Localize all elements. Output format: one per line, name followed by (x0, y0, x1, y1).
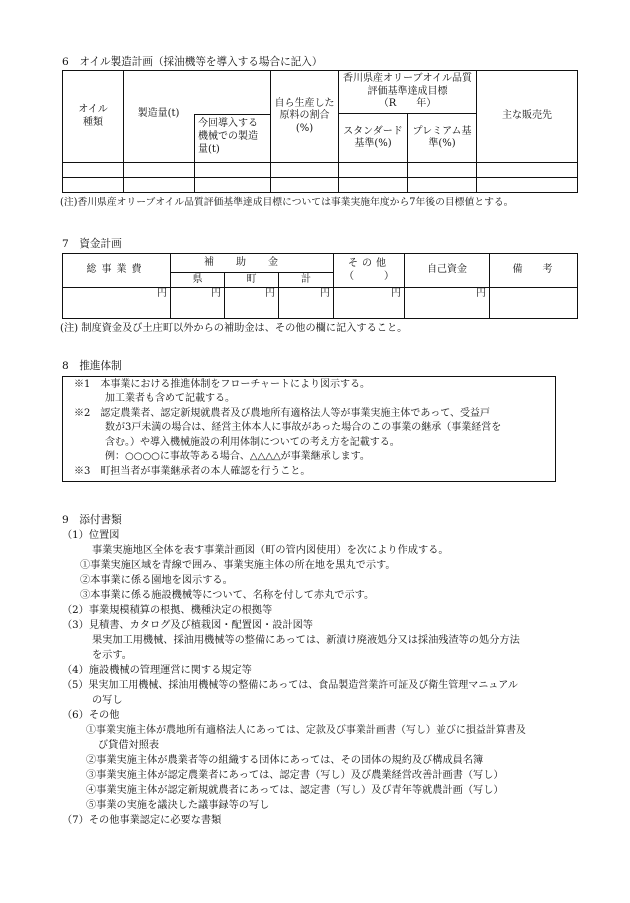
box-line: ※3 町担当者が事業継承者の本人確認を行うこと。 (74, 466, 311, 477)
attachment-line: （2）事業規模積算の根拠、機種決定の根拠等 (62, 605, 273, 616)
box-line: 加工業者も含めて記載する。 (105, 393, 235, 404)
table-cell[interactable] (271, 163, 339, 178)
funding-table (62, 253, 578, 319)
header-other-paren: （ ） (344, 270, 395, 282)
attachment-line: 事業実施地区全体を表す事業計画図（町の管内図使用）を次により作成する。 (92, 545, 449, 556)
attachment-line: （6）その他 (62, 710, 120, 721)
attachment-line: ②本事業に係る園地を図示する。 (80, 575, 233, 586)
section6-title: 6 オイル製造計画（採油機等を導入する場合に記入） (62, 56, 323, 68)
table-cell[interactable] (63, 178, 124, 193)
section7-note: (注) 制度資金及び土庄町以外からの補助金は、その他の欄に記入すること。 (60, 323, 408, 334)
attachment-line: ③事業実施主体が認定農業者にあっては、認定書（写し）及び農業経営改善計画書（写し） (86, 770, 504, 781)
attachment-line: （1）位置図 (62, 530, 120, 541)
section9-title: 9 添付書類 (62, 514, 122, 526)
attachment-line: ①事業実施区域を青線で囲み、事業実施主体の所在地を黒丸で示す。 (80, 560, 396, 571)
attachment-line: 果実加工用機械、採油用機械等の整備にあっては、新漬け廃液処分又は採油残渣等の処分方法 (92, 635, 520, 646)
table-cell[interactable] (477, 163, 578, 178)
total-yen[interactable]: 円 (63, 288, 171, 319)
header-sales: 主な販売先 (477, 71, 578, 163)
table-cell[interactable] (195, 163, 271, 178)
header-remarks: 備考 (490, 254, 578, 288)
attachment-line: ④事業実施主体が認定新規就農者にあっては、認定書（写し）及び青年等就農計画（写し） (86, 785, 504, 796)
table-cell[interactable] (195, 178, 271, 193)
attachment-line: ③本事業に係る施設機械等について、名称を付して赤丸で示す。 (80, 590, 375, 601)
table-cell[interactable] (408, 178, 477, 193)
attachment-line: ②事業実施主体が農業者等の組織する団体にあっては、その団体の規約及び構成員名簿 (86, 755, 484, 766)
attachment-line: ⑤事業の実施を議決した議事録等の写し (86, 800, 270, 811)
attachment-line: の写し (92, 695, 123, 706)
box-line: 例：○○○○に事故等ある場合、△△△△が事業継承します。 (105, 451, 370, 462)
box-line: 含む。）や導入機械施設の利用体制についての考え方を記載する。 (105, 437, 400, 448)
attachment-line: （5）果実加工用機械、採油用機械等の整備にあっては、食品製造営業許可証及び衛生管理マニュアル (62, 680, 518, 691)
attachment-line: ①事業実施主体が農地所有適格法人にあっては、定款及び事業計画書（写し）並びに損益計算書及 (86, 725, 526, 736)
other-yen[interactable]: 円 (334, 288, 405, 319)
attachment-line: （7）その他事業認定に必要な書類 (62, 815, 222, 826)
header-own: 自己資金 (405, 254, 490, 288)
header-oil-type: オイル種類 (63, 71, 124, 163)
prefecture-yen[interactable]: 円 (171, 288, 225, 319)
header-goal-year: （R 年） (378, 98, 437, 110)
town-yen[interactable]: 円 (225, 288, 279, 319)
table-cell[interactable] (124, 163, 195, 178)
header-total: 総事業費 (63, 254, 171, 288)
header-goal-title: 香川県産オリーブオイル品質評価基準達成目標 (343, 73, 472, 97)
header-new-machine: 今回導入する機械での製造量(t) (198, 118, 258, 155)
section7-title: 7 資金計画 (62, 238, 122, 250)
attachment-line: （3）見積書、カタログ及び植栽図・配置図・設計図等 (62, 620, 313, 631)
subtotal-yen[interactable]: 円 (279, 288, 334, 319)
attachment-line: を示す。 (92, 650, 132, 661)
promotion-system-box (62, 376, 556, 482)
box-line: 数が3戸未満の場合は、経営主体本人に事故があった場合のこの事業の継承（事業経営を (105, 422, 502, 433)
header-goal (339, 71, 477, 114)
header-other (334, 254, 405, 288)
attachment-line: び貸借対照表 (98, 740, 160, 751)
header-self-ratio: 自ら生産した原料の割合(%) (271, 71, 339, 163)
table-cell[interactable] (339, 163, 408, 178)
header-other-label: その他 (348, 258, 391, 269)
remarks-cell[interactable] (490, 288, 578, 319)
section6-note: (注)香川県産オリーブオイル品質評価基準達成目標については事業実施年度から7年後の目標値とする。 (60, 197, 514, 208)
table-cell[interactable] (271, 178, 339, 193)
header-subtotal: 計 (279, 273, 334, 288)
section8-title: 8 推進体制 (62, 360, 122, 372)
oil-production-table (62, 70, 578, 193)
table-cell[interactable] (124, 178, 195, 193)
own-yen[interactable]: 円 (405, 288, 490, 319)
attachment-line: （4）施設機械の管理運営に関する規定等 (62, 665, 252, 676)
header-premium: プレミアム基準(%) (408, 114, 477, 163)
header-prefecture: 県 (171, 273, 225, 288)
table-cell[interactable] (408, 163, 477, 178)
box-line: ※1 本事業における推進体制をフローチャートにより図示する。 (74, 379, 371, 390)
table-cell[interactable] (63, 163, 124, 178)
header-subsidy: 補助金 (171, 254, 334, 273)
header-town: 町 (225, 273, 279, 288)
table-cell[interactable] (477, 178, 578, 193)
box-line: ※2 認定農業者、認定新規就農者及び農地所有適格法人等が事業実施主体であって、受益戸 (74, 408, 491, 419)
header-standard: スタンダード基準(%) (339, 114, 408, 163)
header-production-label: 製造量(t) (137, 108, 180, 119)
table-cell[interactable] (339, 178, 408, 193)
